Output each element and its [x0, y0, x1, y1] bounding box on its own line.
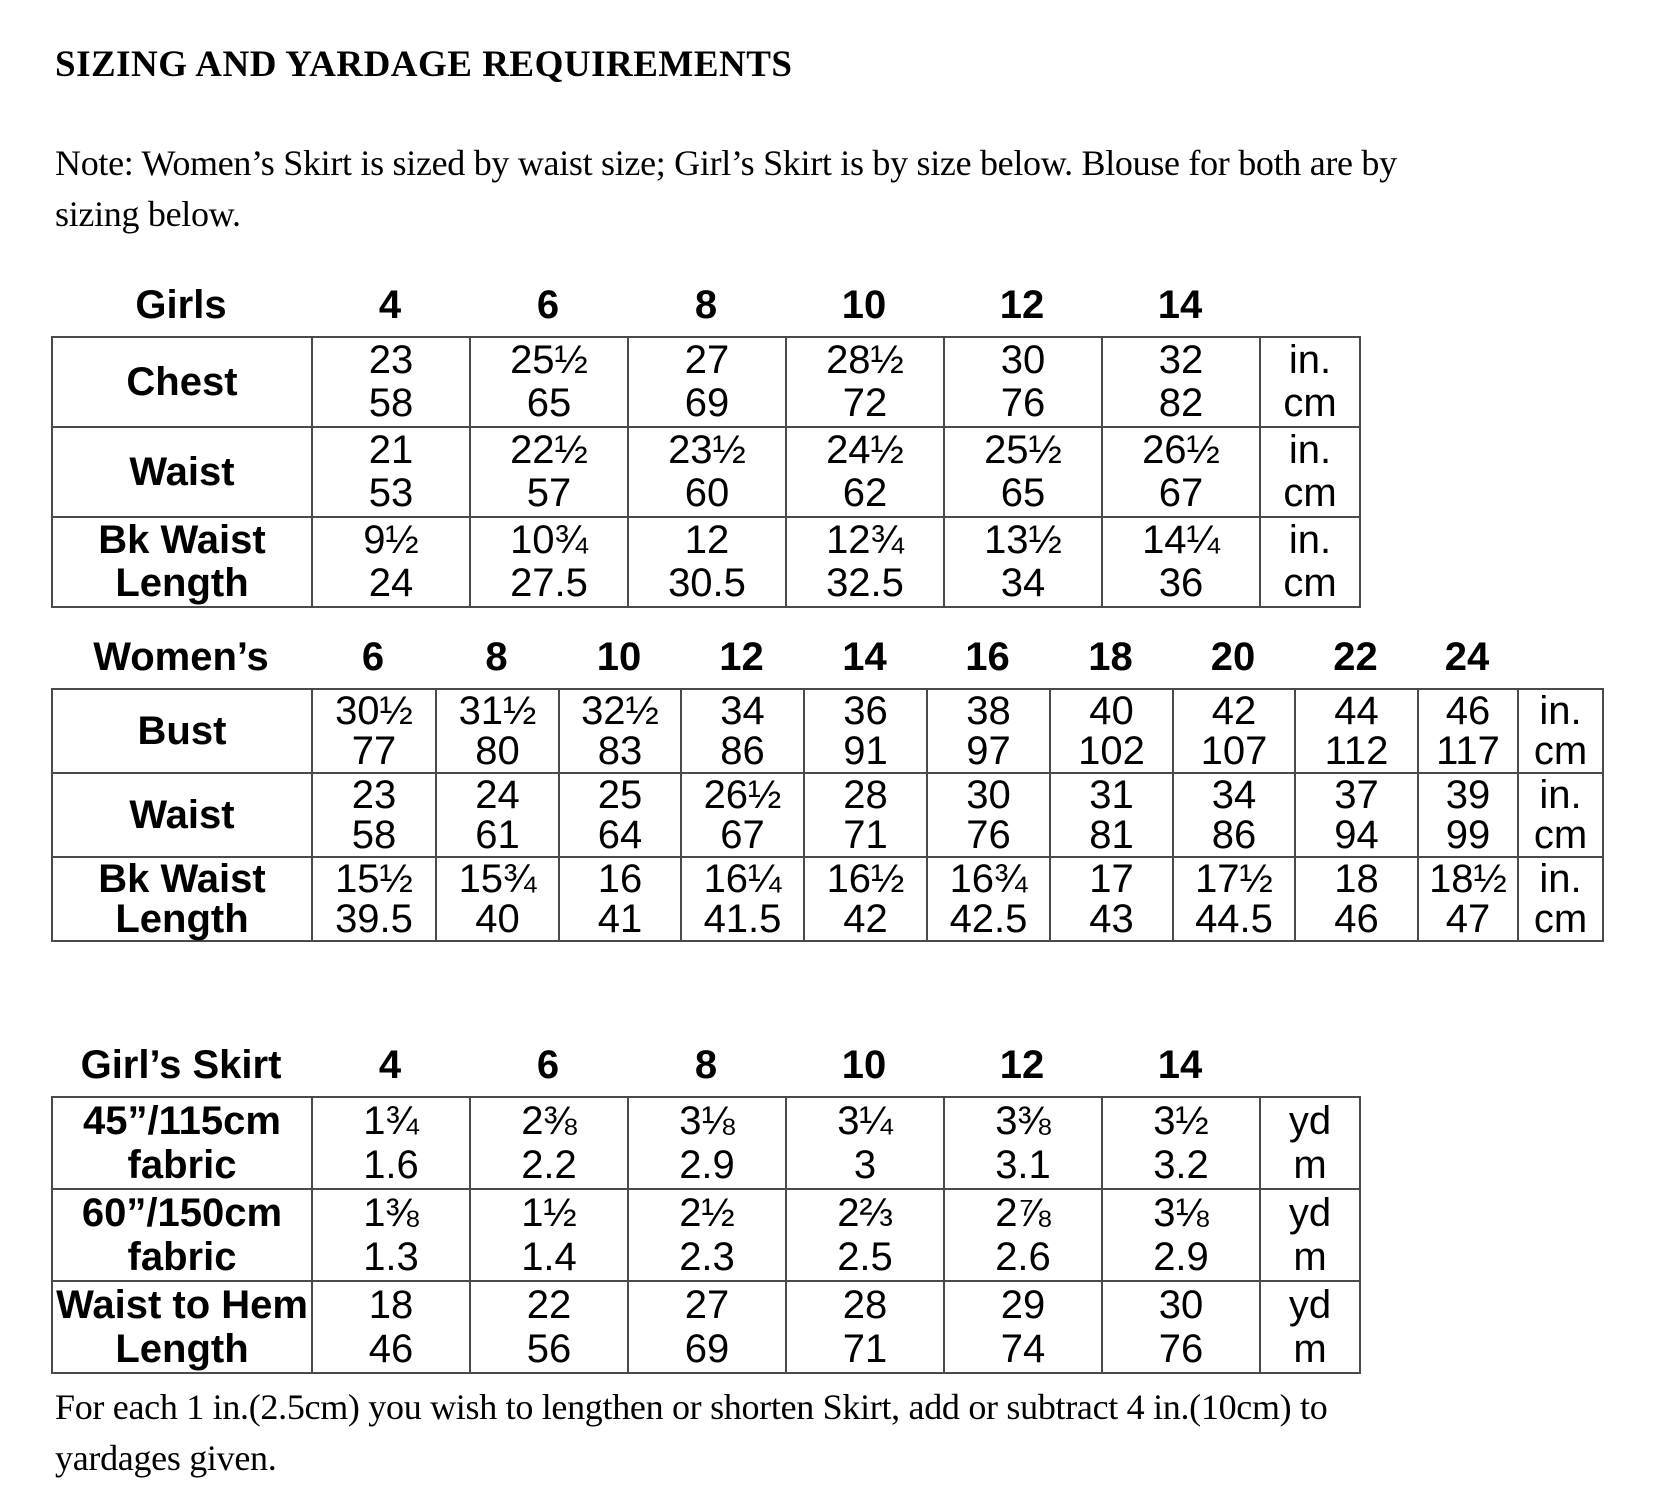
unit-cell: [1260, 517, 1360, 607]
measurement-cell: [681, 689, 804, 773]
measurement-cell: [1173, 773, 1295, 857]
value-primary: 12¾: [826, 518, 904, 562]
value-primary: 3⅜: [995, 1099, 1051, 1143]
intro-note-line: sizing below.: [55, 194, 241, 234]
value-primary: 3⅛: [1153, 1191, 1209, 1235]
measurement-cell: [944, 427, 1102, 517]
measurement-cell: [804, 773, 927, 857]
unit-secondary: cm: [1533, 897, 1588, 941]
measurement-cell: [470, 1097, 628, 1189]
value-primary: 39: [1445, 773, 1491, 817]
value-primary: 44: [1334, 689, 1379, 733]
unit-cell: [1260, 337, 1360, 427]
measurement-cell: [628, 517, 786, 607]
measurement-cell: [1050, 857, 1173, 941]
sizing-table: [51, 336, 1361, 608]
value-primary: 1⅜: [363, 1191, 419, 1235]
value-secondary: 58: [351, 813, 397, 857]
measurement-cell: [559, 773, 681, 857]
value-secondary: 76: [966, 813, 1011, 857]
value-primary: 10¾: [510, 518, 588, 562]
value-secondary: 41.5: [703, 897, 782, 941]
row-label-cell: [52, 427, 312, 517]
size-header-row: [51, 1042, 1656, 1088]
value-primary: 34: [1211, 773, 1257, 817]
row-label-cell: [52, 773, 312, 857]
unit-primary: in.: [1288, 338, 1332, 382]
value-primary: 23: [351, 773, 397, 817]
value-primary: 18½: [1429, 857, 1507, 901]
value-secondary: 99: [1445, 813, 1491, 857]
row-label-cell: [52, 1097, 312, 1189]
value-primary: 25½: [510, 338, 588, 382]
measurement-cell: [944, 1097, 1102, 1189]
value-secondary: 80: [475, 729, 520, 773]
measurement-cell: [1102, 1189, 1260, 1281]
value-primary: 28: [843, 773, 888, 817]
size-column-header: 14: [842, 635, 887, 679]
row-label-line: Waist to Hem: [56, 1283, 308, 1327]
measurement-cell: [786, 337, 944, 427]
value-secondary: 61: [475, 813, 520, 857]
unit-secondary: m: [1293, 1143, 1327, 1187]
value-primary: 15½: [335, 857, 413, 901]
measurement-cell: [312, 773, 436, 857]
value-primary: 2⅜: [521, 1099, 577, 1143]
value-secondary: 53: [368, 471, 414, 515]
value-secondary: 86: [1211, 813, 1257, 857]
sizing-table: [51, 688, 1604, 942]
value-primary: 23½: [668, 428, 746, 472]
value-primary: 36: [843, 689, 888, 733]
measurement-cell: [470, 1189, 628, 1281]
value-secondary: 62: [842, 471, 888, 515]
measurement-cell: [1173, 689, 1295, 773]
measurement-cell: [786, 427, 944, 517]
value-secondary: 1.6: [363, 1143, 419, 1187]
size-column-header: 8: [694, 1043, 718, 1087]
value-primary: 22: [526, 1283, 572, 1327]
measurement-cell: [927, 689, 1050, 773]
value-secondary: 72: [842, 381, 888, 425]
size-column-header: 18: [1088, 635, 1133, 679]
value-secondary: 65: [1000, 471, 1046, 515]
measurement-cell: [1102, 517, 1260, 607]
measurement-cell: [470, 427, 628, 517]
measurement-cell: [1102, 427, 1260, 517]
value-secondary: 107: [1200, 729, 1268, 773]
size-column-header: 6: [536, 1043, 560, 1087]
measurement-cell: [312, 1097, 470, 1189]
measurement-cell: [312, 517, 470, 607]
value-primary: 25½: [984, 428, 1062, 472]
measurement-cell: [312, 689, 436, 773]
size-header-row: [51, 282, 1656, 328]
row-label-cell: [52, 857, 312, 941]
measurement-cell: [927, 773, 1050, 857]
unit-secondary: cm: [1533, 729, 1588, 773]
measurement-cell: [786, 1189, 944, 1281]
value-primary: 30: [1158, 1283, 1204, 1327]
value-secondary: 57: [526, 471, 572, 515]
table-row: [52, 337, 1360, 427]
value-primary: 22½: [510, 428, 588, 472]
measurement-cell: [628, 427, 786, 517]
unit-cell: [1518, 689, 1603, 773]
size-column-header: 8: [485, 635, 508, 679]
value-primary: 26½: [703, 773, 782, 817]
size-column-header: 14: [1157, 1043, 1203, 1087]
value-secondary: 67: [720, 813, 765, 857]
measurement-cell: [944, 337, 1102, 427]
measurement-cell: [681, 857, 804, 941]
value-secondary: 2.2: [521, 1143, 577, 1187]
value-primary: 3¼: [837, 1099, 893, 1143]
size-column-header: 8: [694, 283, 718, 327]
row-label-line: Waist: [129, 449, 235, 494]
row-label-line: fabric: [127, 1143, 237, 1187]
measurement-cell: [681, 773, 804, 857]
unit-cell: [1260, 427, 1360, 517]
unit-primary: in.: [1288, 428, 1332, 472]
measurement-cell: [1102, 337, 1260, 427]
measurement-cell: [470, 337, 628, 427]
size-column-header: 10: [841, 1043, 887, 1087]
value-secondary: 69: [684, 1327, 730, 1371]
value-secondary: 30.5: [668, 561, 746, 605]
measurement-cell: [559, 689, 681, 773]
row-label-line: Bust: [137, 709, 227, 753]
unit-primary: in.: [1288, 518, 1332, 562]
value-primary: 37: [1334, 773, 1379, 817]
unit-cell: [1260, 1281, 1360, 1373]
row-label-line: fabric: [127, 1235, 237, 1279]
value-secondary: 97: [966, 729, 1011, 773]
value-primary: 28: [842, 1283, 888, 1327]
value-primary: 17: [1089, 857, 1134, 901]
value-primary: 16: [597, 857, 643, 901]
row-label-line: Length: [115, 561, 249, 605]
value-primary: 40: [1089, 689, 1134, 733]
row-label-cell: [52, 1281, 312, 1373]
measurement-cell: [1295, 689, 1418, 773]
value-primary: 21: [368, 428, 414, 472]
row-label-line: Bk Waist: [98, 857, 266, 901]
measurement-cell: [312, 337, 470, 427]
measurement-cell: [312, 1189, 470, 1281]
size-column-header: 12: [999, 1043, 1045, 1087]
measurement-cell: [786, 517, 944, 607]
unit-primary: in.: [1539, 857, 1582, 901]
value-secondary: 3.2: [1153, 1143, 1209, 1187]
value-secondary: 27.5: [510, 561, 588, 605]
measurement-cell: [1102, 1097, 1260, 1189]
value-primary: 34: [720, 689, 765, 733]
value-primary: 27: [684, 338, 730, 382]
size-column-header: 22: [1333, 635, 1378, 679]
value-secondary: 2.9: [1153, 1235, 1209, 1279]
unit-secondary: m: [1293, 1327, 1327, 1371]
table-row: [52, 427, 1360, 517]
value-primary: 16½: [826, 857, 905, 901]
measurement-cell: [436, 857, 559, 941]
value-primary: 38: [966, 689, 1011, 733]
row-label-cell: [52, 689, 312, 773]
measurement-cell: [1295, 773, 1418, 857]
measurement-cell: [1173, 857, 1295, 941]
value-secondary: 41: [597, 897, 643, 941]
row-label-line: Chest: [126, 359, 238, 404]
value-secondary: 46: [1334, 897, 1379, 941]
yardage-footnote: [55, 1382, 1656, 1484]
value-secondary: 83: [597, 729, 643, 773]
row-label-line: Length: [115, 1327, 249, 1371]
value-secondary: 117: [1436, 729, 1500, 773]
page-title: SIZING AND YARDAGE REQUIREMENTS: [55, 44, 793, 85]
value-secondary: 42.5: [949, 897, 1028, 941]
size-column-header: 12: [719, 635, 764, 679]
value-primary: 28½: [826, 338, 904, 382]
value-primary: 24½: [826, 428, 904, 472]
yardage-footnote-line: yardages given.: [55, 1438, 277, 1478]
sizing-table: [51, 1096, 1361, 1374]
unit-secondary: cm: [1283, 381, 1337, 425]
value-primary: 15¾: [458, 857, 537, 901]
row-label-cell: [52, 517, 312, 607]
size-column-header: 10: [596, 635, 642, 679]
measurement-cell: [944, 1281, 1102, 1373]
unit-cell: [1260, 1189, 1360, 1281]
measurement-cell: [804, 857, 927, 941]
value-primary: 23: [368, 338, 414, 382]
row-label-cell: [52, 1189, 312, 1281]
measurement-cell: [628, 1281, 786, 1373]
measurement-cell: [1295, 857, 1418, 941]
measurement-cell: [628, 1097, 786, 1189]
measurement-cell: [1050, 773, 1173, 857]
value-primary: 32: [1158, 338, 1204, 382]
value-secondary: 60: [684, 471, 730, 515]
value-primary: 9½: [363, 518, 419, 562]
value-secondary: 112: [1324, 729, 1389, 773]
measurement-cell: [628, 1189, 786, 1281]
row-label-cell: [52, 337, 312, 427]
value-primary: 24: [475, 773, 520, 817]
value-secondary: 86: [720, 729, 765, 773]
unit-primary: yd: [1288, 1283, 1332, 1327]
value-primary: 1¾: [363, 1099, 419, 1143]
value-primary: 46: [1445, 689, 1491, 733]
value-primary: 3½: [1153, 1099, 1209, 1143]
measurement-cell: [1418, 857, 1518, 941]
intro-note: [55, 138, 1656, 240]
measurement-cell: [470, 1281, 628, 1373]
size-column-header: 4: [378, 1043, 402, 1087]
measurement-cell: [1102, 1281, 1260, 1373]
measurement-cell: [927, 857, 1050, 941]
value-secondary: 74: [1000, 1327, 1046, 1371]
table-row: [52, 1189, 1360, 1281]
value-primary: 2⅔: [837, 1191, 893, 1235]
table-title: Women’s: [93, 635, 269, 679]
value-secondary: 82: [1158, 381, 1204, 425]
unit-secondary: m: [1293, 1235, 1327, 1279]
value-secondary: 102: [1078, 729, 1145, 773]
unit-secondary: cm: [1533, 813, 1588, 857]
girls-skirt-yardage-table-section: [51, 1042, 1656, 1374]
measurement-cell: [786, 1281, 944, 1373]
value-secondary: 40: [475, 897, 520, 941]
size-header-row: [51, 634, 1656, 680]
value-secondary: 69: [684, 381, 730, 425]
value-primary: 2⅞: [995, 1191, 1051, 1235]
value-primary: 30½: [335, 689, 413, 733]
size-column-header: 20: [1210, 635, 1256, 679]
measurement-cell: [436, 773, 559, 857]
value-primary: 25: [597, 773, 643, 817]
value-primary: 32½: [581, 689, 659, 733]
value-secondary: 2.9: [679, 1143, 735, 1187]
measurement-cell: [1418, 773, 1518, 857]
measurement-cell: [786, 1097, 944, 1189]
value-secondary: 77: [351, 729, 397, 773]
value-secondary: 2.3: [679, 1235, 735, 1279]
table-row: [52, 689, 1603, 773]
table-row: [52, 517, 1360, 607]
unit-primary: yd: [1288, 1191, 1332, 1235]
size-column-header: 6: [361, 635, 385, 679]
value-secondary: 64: [597, 813, 643, 857]
value-primary: 31: [1089, 773, 1134, 817]
value-secondary: 81: [1089, 813, 1134, 857]
value-secondary: 65: [526, 381, 572, 425]
value-secondary: 76: [1000, 381, 1046, 425]
value-secondary: 47: [1445, 897, 1491, 941]
measurement-cell: [470, 517, 628, 607]
unit-secondary: cm: [1283, 561, 1337, 605]
unit-cell: [1518, 773, 1603, 857]
size-column-header: 10: [841, 283, 887, 327]
size-column-header: 4: [378, 283, 402, 327]
measurement-cell: [804, 689, 927, 773]
value-secondary: 39.5: [335, 897, 413, 941]
measurement-cell: [436, 689, 559, 773]
value-secondary: 94: [1334, 813, 1379, 857]
measurement-cell: [1050, 689, 1173, 773]
value-primary: 31½: [458, 689, 537, 733]
yardage-footnote-line: For each 1 in.(2.5cm) you wish to lengthen or shorten Skirt, add or subtract 4 in.(10cm) to: [55, 1387, 1328, 1427]
measurement-cell: [628, 337, 786, 427]
value-primary: 12: [684, 518, 730, 562]
table-row: [52, 773, 1603, 857]
value-secondary: 34: [1000, 561, 1046, 605]
value-secondary: 76: [1158, 1327, 1204, 1371]
value-primary: 18: [1334, 857, 1379, 901]
size-column-header: 16: [965, 635, 1010, 679]
value-secondary: 46: [368, 1327, 414, 1371]
value-secondary: 58: [368, 381, 414, 425]
value-secondary: 56: [526, 1327, 572, 1371]
table-row: [52, 1281, 1360, 1373]
value-primary: 42: [1211, 689, 1257, 733]
value-primary: 27: [684, 1283, 730, 1327]
value-primary: 14¼: [1142, 518, 1220, 562]
row-label-line: 45”/115cm: [83, 1099, 281, 1143]
intro-note-line: Note: Women’s Skirt is sized by waist size; Girl’s Skirt is by size below. Blouse for both are by: [55, 143, 1397, 183]
value-secondary: 24: [368, 561, 414, 605]
value-secondary: 2.5: [837, 1235, 893, 1279]
value-primary: 30: [1000, 338, 1046, 382]
unit-cell: [1518, 857, 1603, 941]
value-secondary: 1.3: [363, 1235, 419, 1279]
measurement-cell: [312, 1281, 470, 1373]
value-primary: 18: [368, 1283, 414, 1327]
value-secondary: 91: [843, 729, 888, 773]
value-secondary: 42: [843, 897, 888, 941]
measurement-cell: [559, 857, 681, 941]
value-secondary: 71: [842, 1327, 888, 1371]
table-title: Girl’s Skirt: [80, 1043, 282, 1087]
value-primary: 16¾: [949, 857, 1028, 901]
value-secondary: 44.5: [1195, 897, 1273, 941]
unit-cell: [1260, 1097, 1360, 1189]
girls-sizing-table-section: [51, 282, 1656, 608]
value-primary: 2½: [679, 1191, 735, 1235]
unit-secondary: cm: [1283, 471, 1337, 515]
value-primary: 26½: [1142, 428, 1220, 472]
row-label-line: Waist: [129, 793, 235, 837]
value-secondary: 1.4: [521, 1235, 577, 1279]
measurement-cell: [944, 1189, 1102, 1281]
value-secondary: 71: [843, 813, 888, 857]
value-primary: 30: [966, 773, 1011, 817]
value-primary: 17½: [1195, 857, 1273, 901]
measurement-cell: [312, 427, 470, 517]
womens-sizing-table-section: [51, 634, 1656, 942]
value-secondary: 67: [1158, 471, 1204, 515]
table-row: [52, 857, 1603, 941]
value-secondary: 2.6: [995, 1235, 1051, 1279]
unit-primary: in.: [1539, 773, 1582, 817]
value-primary: 13½: [984, 518, 1062, 562]
row-label-line: 60”/150cm: [81, 1191, 283, 1235]
measurement-cell: [312, 857, 436, 941]
table-row: [52, 1097, 1360, 1189]
value-secondary: 32.5: [826, 561, 904, 605]
value-primary: 16¼: [703, 857, 782, 901]
size-column-header: 24: [1444, 635, 1490, 679]
value-secondary: 43: [1089, 897, 1134, 941]
size-column-header: 6: [536, 283, 560, 327]
size-column-header: 12: [999, 283, 1045, 327]
value-primary: 3⅛: [679, 1099, 735, 1143]
row-label-line: Bk Waist: [98, 518, 266, 562]
value-secondary: 36: [1158, 561, 1204, 605]
unit-primary: in.: [1539, 689, 1582, 733]
value-secondary: 3.1: [995, 1143, 1051, 1187]
unit-primary: yd: [1288, 1099, 1332, 1143]
value-primary: 29: [1000, 1283, 1046, 1327]
measurement-cell: [944, 517, 1102, 607]
row-label-line: Length: [115, 897, 249, 941]
value-secondary: 3: [853, 1143, 877, 1187]
value-primary: 1½: [521, 1191, 577, 1235]
size-column-header: 14: [1157, 283, 1203, 327]
measurement-cell: [1418, 689, 1518, 773]
table-title: Girls: [135, 283, 227, 327]
